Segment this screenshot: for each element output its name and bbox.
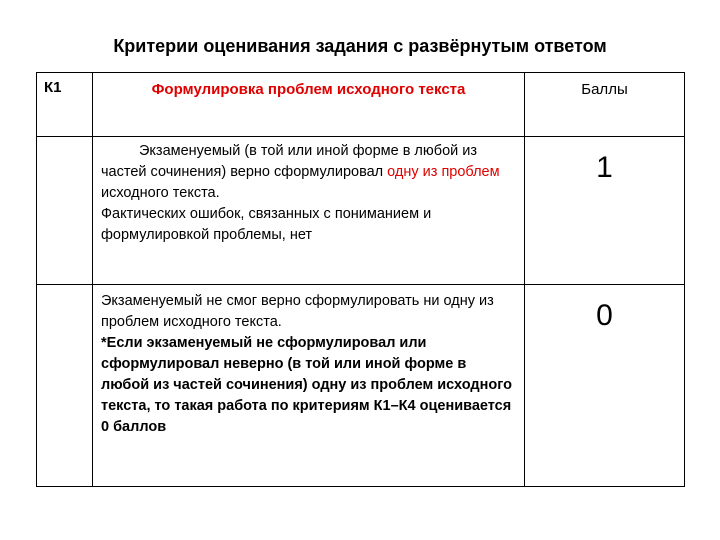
description-text: Экзаменуемый (в той или иной форме в любой из частей сочинения) верно сформулировал (101, 143, 478, 181)
page-title: Критерии оценивания задания с развёрнутым ответом (113, 36, 607, 56)
criterion-code: К1 (37, 73, 93, 137)
table-header-row (37, 73, 685, 137)
criteria-table (36, 72, 685, 487)
description-text-end: исходного текста. (101, 185, 220, 202)
empty-code-cell (37, 137, 93, 285)
empty-code-cell (37, 285, 93, 487)
score-value: 0 (525, 285, 685, 487)
score-header: Баллы (525, 73, 685, 137)
note-text: *Если экзаменуемый не сформулировал или сформулировал неверно (в той или иной форме в любой из частей сочинения) одну из проблем исходного текста, то такая работа по критериям К1–К4 оценивается 0 баллов (101, 335, 512, 436)
score-value: 1 (525, 137, 685, 285)
description-text: Экзаменуемый не смог верно сформулировать ни одну из проблем исходного текста. (101, 293, 494, 331)
criterion-description-cell (93, 137, 525, 285)
table-row (37, 137, 685, 285)
highlighted-text: одну из проблем (387, 164, 500, 181)
description-second-text: Фактических ошибок, связанных с пониманием и формулировкой проблемы, нет (101, 206, 432, 244)
criterion-description-cell (93, 285, 525, 487)
table-row (37, 285, 685, 487)
criterion-formulation-header: Формулировка проблем исходного текста (93, 73, 525, 137)
